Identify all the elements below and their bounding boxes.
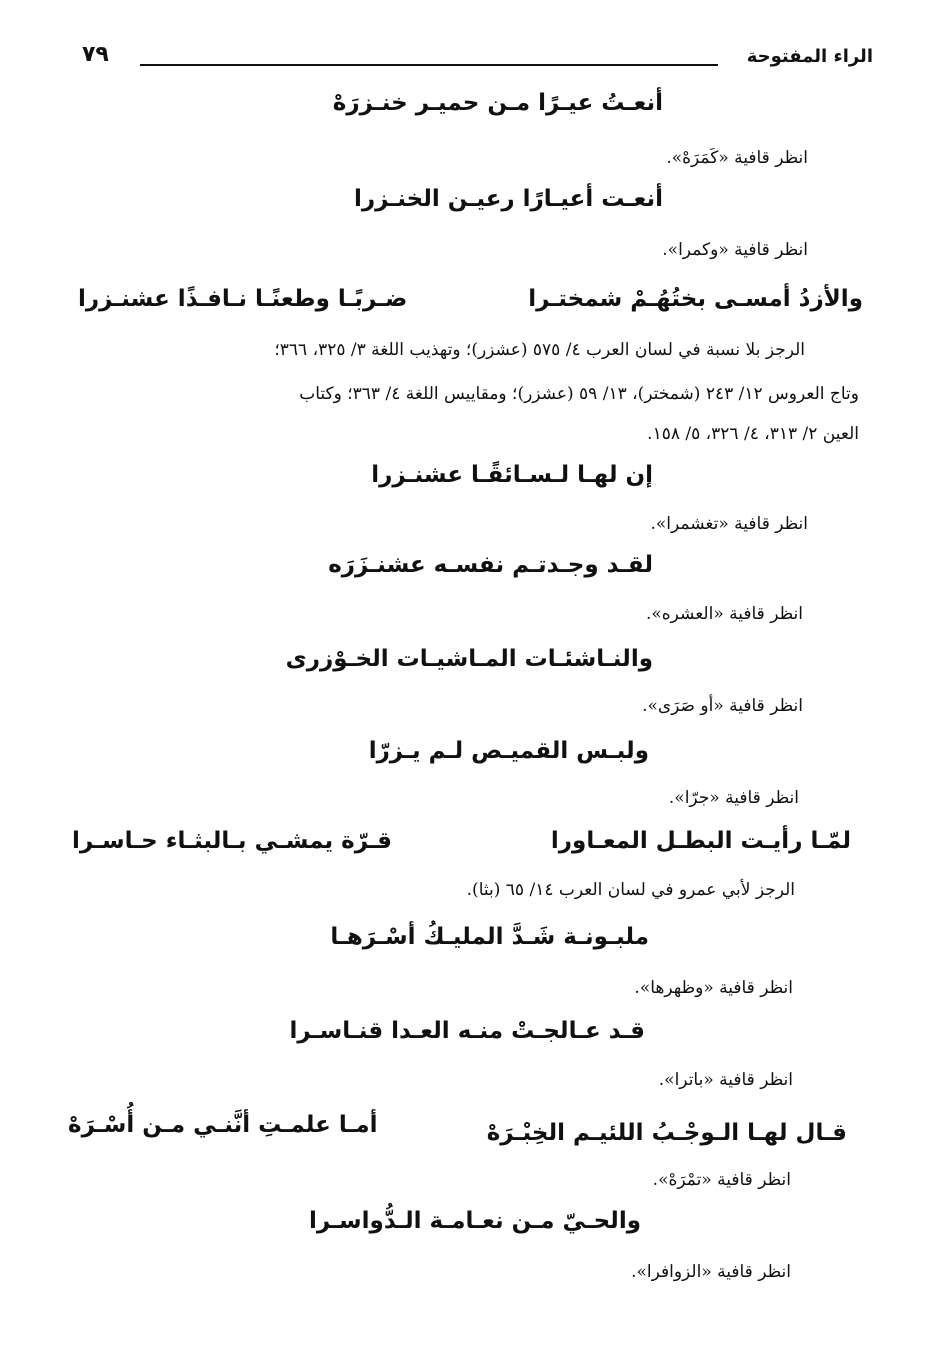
cross-reference: انظر قافية «تمْرَهْ».	[652, 1170, 791, 1190]
cross-reference: انظر قافية «الزوافرا».	[631, 1262, 791, 1282]
verse-line: لقـد وجـدتـم نفسـه عشنـزَرَه	[328, 552, 653, 578]
verse-hemistich-first: والأزدُ أمسـى بختُهُـمْ شمختـرا	[528, 286, 863, 312]
verse-line: أنعـتُ عيـرًا مـن حميـر خنـزرَهْ	[332, 90, 663, 116]
verse-line: إن لهـا لـسـائقًـا عشنـزرا	[371, 462, 653, 488]
source-note: العين ٢/ ٣١٣، ٤/ ٣٢٦، ٥/ ١٥٨.	[647, 424, 859, 444]
verse-line: والنـاشئـات المـاشيـات الخـوْزرى	[285, 646, 653, 672]
verse-hemistich-second: ضـربًـا وطعنًـا نـافـذًا عشنـزرا	[78, 286, 408, 312]
verse-line: ملبـونـة شَـدَّ المليـكُ أسْـرَهـا	[330, 924, 649, 950]
verse-hemistich-first: قـال لهـا الـوجْـبُ اللئيـم الخِبْـرَهْ	[486, 1120, 847, 1146]
source-note: الرجز بلا نسبة في لسان العرب ٤/ ٥٧٥ (عشزر)؛ وتهذيب اللغة ٣/ ٣٢٥، ٣٦٦؛	[274, 340, 805, 360]
chapter-title: الراء المفتوحة	[746, 46, 873, 67]
cross-reference: انظر قافية «أو صَرَى».	[642, 696, 803, 716]
cross-reference: انظر قافية «وظهرها».	[634, 978, 793, 998]
running-header	[60, 38, 873, 78]
cross-reference: انظر قافية «وكمرا».	[662, 240, 808, 260]
cross-reference: انظر قافية «العشره».	[645, 604, 803, 624]
verse-line: أنعـت أعيـارًا رعيـن الخنـزرا	[353, 186, 663, 212]
header-rule	[140, 64, 718, 66]
verse-hemistich-first: لمّـا رأيـت البطـل المعـاورا	[550, 828, 851, 854]
cross-reference: انظر قافية «جرّا».	[668, 788, 799, 808]
page-number: ٧٩	[82, 42, 109, 67]
source-note: وتاج العروس ١٢/ ٢٤٣ (شمختر)، ١٣/ ٥٩ (عشزر)؛ ومقاييس اللغة ٤/ ٣٦٣؛ وكتاب	[299, 384, 859, 404]
source-note: الرجز لأبي عمرو في لسان العرب ١٤/ ٦٥ (بثا).	[466, 880, 795, 900]
cross-reference: انظر قافية «تغشمرا».	[650, 514, 808, 534]
verse-hemistich-second: أمـا علمـتِ أنَّنـي مـن أُسْـرَهْ	[68, 1112, 378, 1138]
verse-line: قـد عـالجـتْ منـه العـدا قنـاسـرا	[289, 1018, 645, 1044]
verse-line: والحـيّ مـن نعـامـة الـدُّواسـرا	[308, 1208, 641, 1234]
cross-reference: انظر قافية «باترا».	[658, 1070, 793, 1090]
verse-line: ولبـس القميـص لـم يـزرّا	[368, 738, 649, 764]
cross-reference: انظر قافية «كَمَرَهْ».	[666, 148, 808, 168]
verse-hemistich-second: قـرّة يمشـي بـالبثـاء حـاسـرا	[72, 828, 392, 854]
